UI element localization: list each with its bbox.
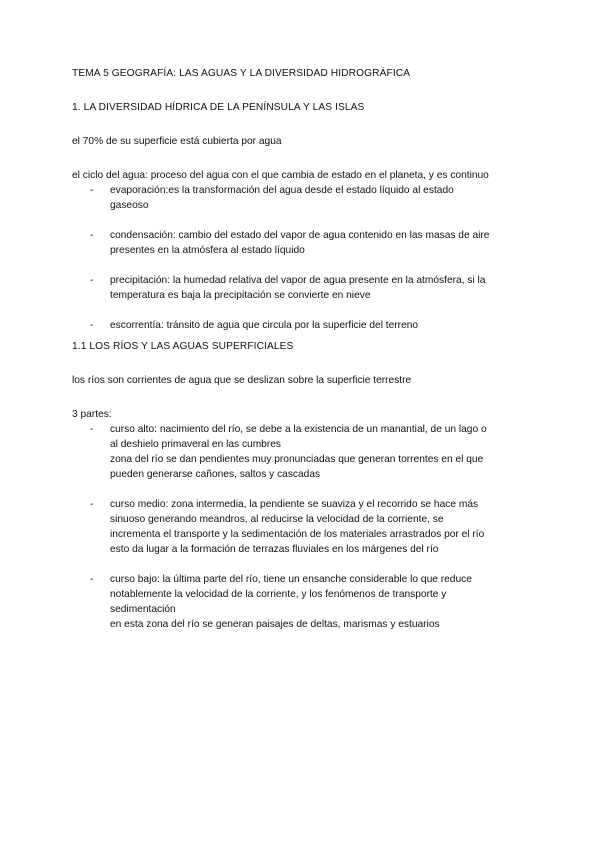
list-item-line: escorrentía: tránsito de agua que circula por la superficie del terreno <box>110 320 419 331</box>
list-item-line: sinuoso generando meandros, al reducirse la velocidad de la corriente, se <box>110 514 444 525</box>
list-item <box>72 422 542 482</box>
list-item <box>72 273 542 303</box>
river-parts-list <box>72 422 542 632</box>
list-item-line: sedimentación <box>110 604 176 615</box>
bullet-dash: - <box>90 424 94 435</box>
bullet-dash: - <box>90 230 94 241</box>
list-item <box>72 228 542 258</box>
water-cycle-list <box>72 183 542 333</box>
list-item-line: gaseoso <box>110 200 149 211</box>
list-item-line: al deshielo primaveral en las cumbres <box>110 439 282 450</box>
list-item-line: notablemente la velocidad de la corriente, y los fenómenos de transporte y <box>110 589 447 600</box>
list-item-line: zona del río se dan pendientes muy pronunciadas que generan torrentes en el que <box>110 454 484 465</box>
list-item-line: temperatura es baja la precipitación se convierte en nieve <box>110 290 371 301</box>
list-item-line: presentes en la atmósfera al estado líquido <box>110 245 305 256</box>
list-item-line: curso medio: zona intermedia, la pendiente se suaviza y el recorrido se hace más <box>110 499 479 510</box>
section-1-1-heading: 1.1 LOS RÍOS Y LAS AGUAS SUPERFICIALES <box>72 341 294 352</box>
list-item <box>72 572 542 632</box>
list-item-line: curso alto: nacimiento del río, se debe a la existencia de un manantial, de un lago o <box>110 424 487 435</box>
paragraph-rivers: los ríos son corrientes de agua que se deslizan sobre la superficie terrestre <box>72 375 412 386</box>
paragraph-three-parts: 3 partes: <box>72 409 112 420</box>
list-item-line: condensación: cambio del estado del vapor de agua contenido en las masas de aire <box>110 230 490 241</box>
bullet-dash: - <box>90 320 94 331</box>
paragraph-water-cycle: el ciclo del agua: proceso del agua con el que cambia de estado en el planeta, y es continuo <box>72 170 489 181</box>
list-item-line: precipitación: la humedad relativa del vapor de agua presente en la atmósfera, si la <box>110 275 486 286</box>
list-item <box>72 318 542 333</box>
list-item <box>72 497 542 557</box>
list-item-line: en esta zona del río se generan paisajes de deltas, marismas y estuarios <box>110 619 440 630</box>
list-item-line: curso bajo: la última parte del río, tiene un ensanche considerable lo que reduce <box>110 574 472 585</box>
list-item-line: incrementa el transporte y la sedimentación de los materiales arrastrados por el río <box>110 529 485 540</box>
list-item-line: pueden generarse cañones, saltos y cascadas <box>110 469 321 480</box>
bullet-dash: - <box>90 574 94 585</box>
document-title: TEMA 5 GEOGRAFÍA: LAS AGUAS Y LA DIVERSIDAD HIDROGRÁFICA <box>72 68 411 79</box>
bullet-dash: - <box>90 499 94 510</box>
list-item <box>72 183 542 213</box>
list-item-line: esto da lugar a la formación de terrazas fluviales en los márgenes del río <box>110 544 439 555</box>
document-page <box>72 66 542 632</box>
bullet-dash: - <box>90 275 94 286</box>
bullet-dash: - <box>90 185 94 196</box>
list-item-line: evaporación:es la transformación del agua desde el estado líquido al estado <box>110 185 454 196</box>
section-1-heading: 1. LA DIVERSIDAD HÍDRICA DE LA PENÍNSULA Y LAS ISLAS <box>72 102 365 113</box>
paragraph-water-coverage: el 70% de su superficie está cubierta por agua <box>72 136 282 147</box>
